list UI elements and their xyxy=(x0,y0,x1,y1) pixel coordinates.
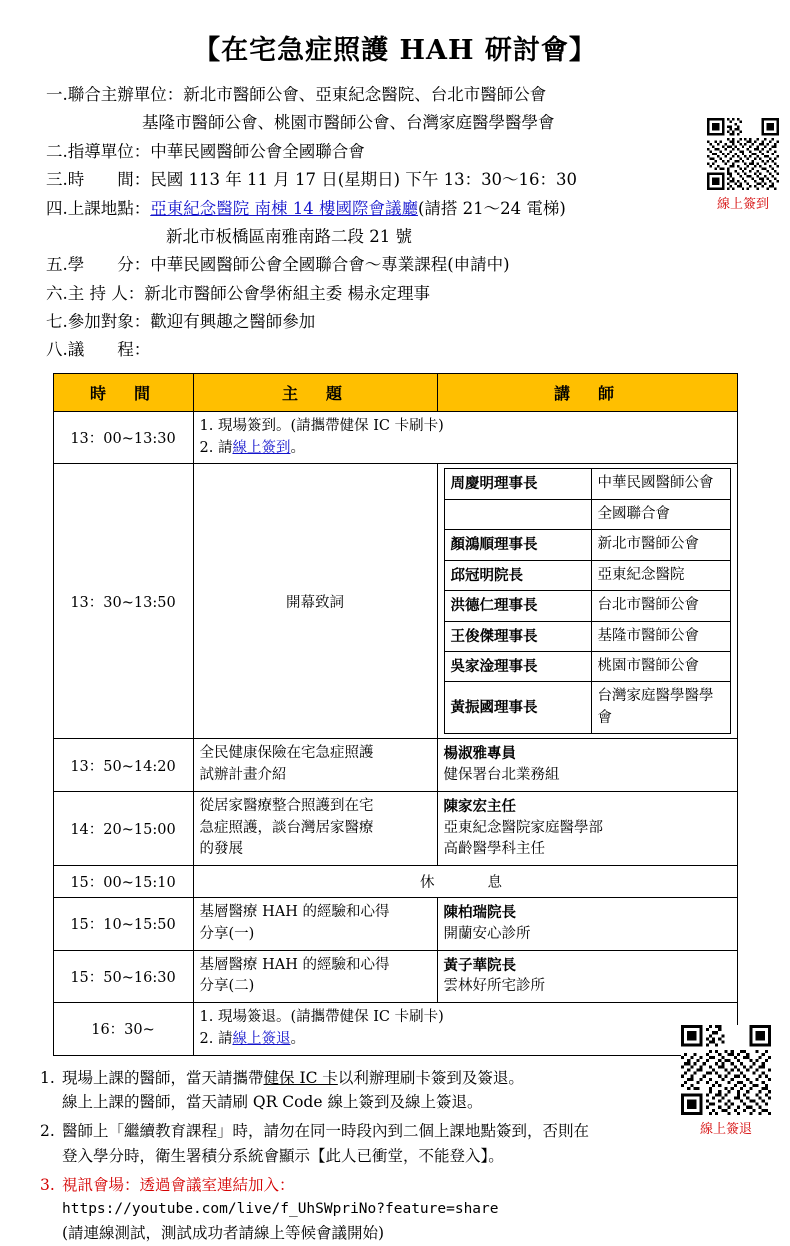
speaker-name: 洪德仁理事長 xyxy=(444,591,591,621)
speaker-name: 邱冠明院長 xyxy=(444,560,591,590)
row-time: 15：10~15:50 xyxy=(53,898,193,951)
note-3-body xyxy=(40,1173,744,1246)
qr-signin-block[interactable] xyxy=(706,118,780,212)
info-7-value: 中華民國醫師公會全國聯合會～專業課程(申請中) xyxy=(150,255,510,275)
info-line-9 xyxy=(46,308,756,336)
speaker-org: 台北市醫師公會 xyxy=(591,591,730,621)
speaker-name: 陳柏瑞院長 xyxy=(443,904,516,922)
info-line-5 xyxy=(46,195,756,223)
row-topic xyxy=(193,1003,737,1056)
row-speaker xyxy=(437,950,737,1003)
agenda-header-row xyxy=(53,373,737,411)
topic-line: 基層醫療 HAH 的經驗和心得 xyxy=(199,956,390,973)
note-1-num: 1. xyxy=(40,1068,55,1087)
note-1 xyxy=(40,1066,744,1116)
info-10-label: 議 程： xyxy=(67,340,151,360)
topic-line: 從居家醫療整合照護到在宅 xyxy=(199,797,374,814)
info-4-no: 三. xyxy=(46,170,68,190)
qr-code-icon[interactable] xyxy=(707,118,779,190)
speaker-item xyxy=(444,591,730,621)
topic-line: 2. 請線上簽退。 xyxy=(199,1030,305,1047)
speaker-name: 黃子華院長 xyxy=(443,956,516,974)
speaker-item xyxy=(444,499,730,529)
speaker-list xyxy=(444,468,731,734)
note-heading: 視訊會場：透過會議室連結加入： xyxy=(62,1175,295,1194)
online-signout-link[interactable]: 線上簽退 xyxy=(232,1030,291,1047)
info-line-7 xyxy=(46,251,756,279)
table-row xyxy=(53,1003,737,1056)
row-time: 14：20~15:00 xyxy=(53,791,193,865)
info-5-value-after: (請搭 21～24 電梯) xyxy=(417,198,566,218)
topic-line: 全民健康保險在宅急症照護 xyxy=(199,745,374,762)
topic-line: 分享(一) xyxy=(199,925,255,942)
table-row xyxy=(53,411,737,464)
topic-line: 急症照護，談台灣居家醫療 xyxy=(199,819,374,836)
row-topic xyxy=(193,898,437,951)
speaker-org: 雲林好所宅診所 xyxy=(443,978,545,995)
topic-line: 1. 現場簽到。(請攜帶健保 IC 卡刷卡) xyxy=(199,417,444,434)
header-topic: 主 題 xyxy=(193,373,437,411)
info-line-8 xyxy=(46,280,756,308)
row-topic: 開幕致詞 xyxy=(193,464,437,739)
topic-line: 1. 現場簽退。(請攜帶健保 IC 卡刷卡) xyxy=(199,1009,444,1026)
note-underline-text: 健保 IC 卡 xyxy=(263,1068,338,1087)
speaker-name: 陳家宏主任 xyxy=(443,797,516,815)
note-line: 醫師上「繼續教育課程」時，請勿在同一時段內到二個上課地點簽到，否則在 xyxy=(62,1122,590,1141)
agenda-table xyxy=(53,373,738,1056)
row-time: 13：30~13:50 xyxy=(53,464,193,739)
speaker-org: 新北市醫師公會 xyxy=(591,530,730,560)
speaker-name: 顏鴻順理事長 xyxy=(444,530,591,560)
header-speaker: 講 師 xyxy=(437,373,737,411)
speaker-item xyxy=(444,621,730,651)
info-1-label: 聯合主辦單位： xyxy=(67,85,184,104)
info-4-value: 民國 113 年 11 月 17 日(星期日) 下午 13：30～16：30 xyxy=(150,170,578,190)
note-3-num: 3. xyxy=(40,1175,55,1194)
notes-block xyxy=(0,1056,790,1246)
topic-line: 分享(二) xyxy=(199,978,255,995)
info-4-label: 時 間： xyxy=(67,170,151,190)
speaker-name: 楊淑雅專員 xyxy=(443,745,516,763)
speaker-org: 基隆市醫師公會 xyxy=(591,621,730,651)
table-row xyxy=(53,464,737,739)
row-topic xyxy=(193,411,737,464)
row-time: 15：50~16:30 xyxy=(53,950,193,1003)
topic-line: 2. 請線上簽到。 xyxy=(199,439,305,456)
info-10-no: 八. xyxy=(46,340,68,360)
meeting-url[interactable]: https://youtube.com/live/f_UhSWpriNo?feature=share xyxy=(62,1200,499,1217)
row-topic: 休 息 xyxy=(193,866,737,898)
info-line-10 xyxy=(46,336,756,364)
speaker-org: 亞東紀念醫院 xyxy=(591,560,730,590)
table-row xyxy=(53,791,737,865)
note-2-num: 2. xyxy=(40,1122,55,1141)
info-9-no: 七. xyxy=(46,312,68,331)
speaker-name: 黃振國理事長 xyxy=(444,682,591,734)
speaker-org: 亞東紀念醫院家庭醫學部 xyxy=(443,819,603,836)
table-row xyxy=(53,866,737,898)
info-3-label: 指導單位： xyxy=(67,141,151,161)
info-1-no: 一. xyxy=(46,85,68,104)
speaker-name: 吳家淦理事長 xyxy=(444,651,591,681)
info-7-label: 學 分： xyxy=(67,255,151,275)
speaker-name: 王俊傑理事長 xyxy=(444,621,591,651)
row-topic xyxy=(193,950,437,1003)
note-2 xyxy=(40,1119,744,1169)
row-time: 13：50~14:20 xyxy=(53,739,193,792)
speaker-org: 開蘭安心診所 xyxy=(443,925,531,942)
info-9-value: 歡迎有興趣之醫師參加 xyxy=(150,312,316,331)
row-speaker xyxy=(437,739,737,792)
info-8-label: 主 持 人： xyxy=(67,283,145,303)
document-page xyxy=(0,28,790,1242)
qr-signin-caption: 線上簽到 xyxy=(716,197,769,212)
note-line: 現場上課的醫師，當天請攜帶健保 IC 卡以利辦理刷卡簽到及簽退。 xyxy=(62,1068,524,1087)
info-9-label: 參加對象： xyxy=(67,312,151,331)
qr-code-icon[interactable] xyxy=(681,1025,771,1115)
info-8-no: 六. xyxy=(46,283,68,303)
info-5-no: 四. xyxy=(46,198,68,218)
speaker-name xyxy=(444,499,591,529)
row-time: 15：00~15:10 xyxy=(53,866,193,898)
note-3 xyxy=(40,1173,744,1246)
note-line: 線上上課的醫師，當天請刷 QR Code 線上簽到及線上簽退。 xyxy=(62,1093,483,1112)
online-signin-link[interactable]: 線上簽到 xyxy=(232,439,291,456)
note-line: (請連線測試，測試成功者請線上等候會議開始) xyxy=(62,1223,385,1242)
note-1-body xyxy=(40,1066,744,1116)
qr-signout-block[interactable] xyxy=(680,1025,772,1137)
row-time: 13：00~13:30 xyxy=(53,411,193,464)
speaker-org: 健保署台北業務組 xyxy=(443,767,560,784)
header-time: 時 間 xyxy=(53,373,193,411)
row-topic xyxy=(193,791,437,865)
info-7-no: 五. xyxy=(46,255,68,275)
venue-link[interactable]: 亞東紀念醫院 南棟 14 樓國際會議廳 xyxy=(150,198,418,218)
info-8-value: 新北市醫師公會學術組主委 楊永定理事 xyxy=(144,283,430,303)
info-3-value: 中華民國醫師公會全國聯合會 xyxy=(150,141,365,161)
info-line-1 xyxy=(46,81,756,109)
speaker-org: 中華民國醫師公會 xyxy=(591,469,730,499)
speaker-item xyxy=(444,530,730,560)
info-3-no: 二. xyxy=(46,141,68,161)
page-title: 【在宅急症照護 HAH 研討會】 xyxy=(193,35,597,66)
speaker-org: 台灣家庭醫學醫學會 xyxy=(591,682,730,734)
speaker-item xyxy=(444,560,730,590)
info-1-value: 新北市醫師公會、亞東紀念醫院、台北市醫師公會 xyxy=(183,85,547,104)
info-line-3 xyxy=(46,138,756,166)
note-line: 登入學分時，衛生署積分系統會顯示【此人已衝堂，不能登入】。 xyxy=(62,1146,504,1165)
info-line-6 xyxy=(46,223,756,251)
topic-line: 試辦計畫介紹 xyxy=(199,767,287,784)
speaker-org: 高齡醫學科主任 xyxy=(443,841,545,858)
speaker-org: 桃園市醫師公會 xyxy=(591,651,730,681)
info-6-value: 新北市板橋區南雅南路二段 21 號 xyxy=(166,226,412,246)
speaker-item xyxy=(444,651,730,681)
table-row xyxy=(53,739,737,792)
info-block xyxy=(0,81,790,365)
note-2-body xyxy=(40,1119,744,1169)
info-line-2 xyxy=(46,109,756,137)
topic-line: 基層醫療 HAH 的經驗和心得 xyxy=(199,904,390,921)
table-row xyxy=(53,950,737,1003)
topic-line: 的發展 xyxy=(199,841,243,858)
speaker-org: 全國聯合會 xyxy=(591,499,730,529)
qr-signout-caption: 線上簽退 xyxy=(699,1122,752,1137)
info-2-value: 基隆市醫師公會、桃園市醫師公會、台灣家庭醫學醫學會 xyxy=(142,113,555,133)
speaker-item xyxy=(444,682,730,734)
table-row xyxy=(53,898,737,951)
speaker-name: 周慶明理事長 xyxy=(444,469,591,499)
info-line-4 xyxy=(46,166,756,194)
info-5-label: 上課地點： xyxy=(67,198,151,218)
row-time: 16：30~ xyxy=(53,1003,193,1056)
row-topic xyxy=(193,739,437,792)
row-speaker xyxy=(437,464,737,739)
speaker-item xyxy=(444,469,730,499)
row-speaker xyxy=(437,898,737,951)
row-speaker xyxy=(437,791,737,865)
